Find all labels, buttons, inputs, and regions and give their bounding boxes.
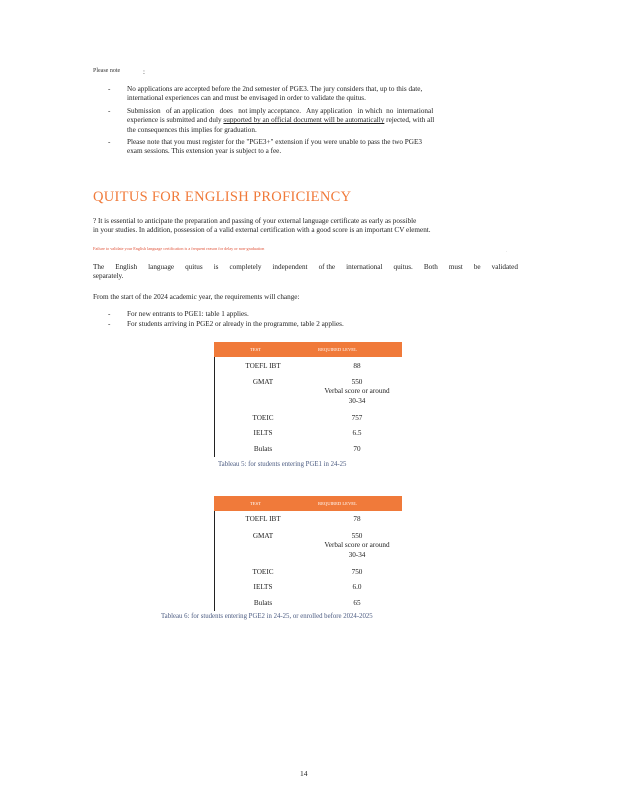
word: The: [93, 263, 105, 271]
requirements-table-1: [214, 342, 402, 457]
table-header: [214, 342, 402, 357]
list-item: [108, 85, 508, 104]
word: is: [213, 263, 219, 271]
cell-test: TOEIC: [252, 568, 274, 576]
bullet-text-line: Submission of an application does not imply acceptance. Any application in which no international: [127, 106, 434, 115]
word: be: [473, 263, 481, 271]
header-test: TEST: [250, 501, 261, 506]
section-title: QUITUS FOR ENGLISH PROFICIENCY: [93, 189, 352, 205]
cell-test: GMAT: [252, 532, 274, 540]
cell-level: 88: [353, 362, 361, 370]
change-intro: From the start of the 2024 academic year, the requirements will change:: [93, 293, 300, 301]
table-bullet-list: [108, 310, 508, 333]
word: independent: [272, 263, 308, 271]
bullet-text-line: Please note that you must register for the "PGE3+" extension if you were unable to pass the two PGE3: [127, 138, 422, 147]
word: validated: [491, 263, 518, 271]
please-note-colon: :: [143, 68, 145, 76]
cell-test: TOEIC: [252, 414, 274, 422]
header-test: TEST: [250, 347, 261, 352]
cell-test: TOEFL IBT: [245, 362, 281, 370]
cell-test: IELTS: [253, 583, 273, 591]
bullet-dash: -: [108, 138, 111, 147]
page-number: 14: [300, 769, 308, 778]
table-1-caption: Tableau 5: for students entering PGE1 in 24-25: [218, 461, 347, 468]
bullet-text-line: the consequences this implies for graduation.: [127, 125, 257, 134]
intro-line: in your studies. In addition, possession of a valid external certification with a good score is an important CV element.: [93, 226, 431, 235]
word: English: [115, 263, 138, 271]
bullet-text-line: experience is submitted and duly supported by an official document will be automatically rejected, with all: [127, 116, 435, 125]
cell-level: 6.0: [352, 583, 362, 591]
cell-level: 70: [353, 445, 361, 453]
cell-level: 65: [353, 599, 361, 607]
bullet-text-line: exam sessions. This extension year is subject to a fee.: [127, 147, 282, 156]
header-required-level: REQUIRED LEVEL: [318, 347, 357, 352]
bullet-text-line: No applications are accepted before the 2nd semester of PGE3. The jury considers that, up to this date,: [127, 85, 423, 93]
table-body: [214, 511, 402, 611]
cell-level: 78: [353, 515, 361, 523]
list-item: [108, 138, 508, 157]
cell-test: Bulats: [253, 599, 273, 607]
justified-line: [93, 263, 518, 272]
bullet-dash: -: [108, 310, 111, 318]
cell-test: IELTS: [253, 429, 273, 437]
bullet-text-line: For students arriving in PGE2 or already in the programme, table 2 applies.: [127, 320, 344, 329]
cell-level: 6.5: [352, 429, 362, 437]
bullet-text-line: For new entrants to PGE1: table 1 applies.: [127, 310, 249, 318]
level-line: 550: [351, 378, 363, 386]
cell-level: [311, 532, 403, 560]
paragraph-line: separately.: [93, 272, 124, 281]
word: Both: [423, 263, 438, 271]
word: quitus: [185, 263, 203, 271]
list-item: [108, 107, 508, 135]
requirements-table-2: [214, 496, 402, 611]
level-line: 550: [351, 532, 363, 540]
table-body: [214, 357, 402, 457]
table-2-caption: Tableau 6: for students entering PGE2 in 24-25, or enrolled before 2024-2025: [161, 613, 373, 620]
word: must: [448, 263, 463, 271]
independent-paragraph: [93, 263, 518, 282]
list-item: [108, 310, 508, 319]
word: international: [346, 263, 383, 271]
cell-test: GMAT: [252, 378, 274, 386]
please-note-label: Please note: [93, 68, 121, 74]
red-note-dot: .: [506, 248, 507, 253]
level-line: Verbal score or around: [324, 387, 390, 396]
cell-level: 757: [351, 414, 363, 422]
word: completely: [229, 263, 262, 271]
bullet-dash: -: [108, 85, 111, 93]
intro-paragraph: [93, 217, 518, 236]
cell-test: TOEFL IBT: [245, 515, 281, 523]
bullet-dash: -: [108, 106, 111, 115]
list-item: [108, 320, 508, 329]
cell-level: 750: [351, 568, 363, 576]
notes-bullet-list: [108, 85, 508, 160]
red-warning-note: Failure to validate your English language certification is a frequent reason for delay or non-graduation: [93, 246, 265, 251]
level-line: 30-34: [348, 396, 366, 405]
bullet-text-line: international experiences can and must be envisaged in order to validate the quitus.: [127, 94, 366, 103]
level-line: Verbal score or around: [324, 541, 390, 550]
word: language: [148, 263, 175, 271]
intro-line: ? It is essential to anticipate the preparation and passing of your external language certificate as early as possible: [93, 217, 417, 225]
header-required-level: REQUIRED LEVEL: [318, 501, 357, 506]
table-header: [214, 496, 402, 511]
level-line: 30-34: [348, 550, 366, 559]
bullet-dash: -: [108, 320, 111, 329]
word: quitus.: [393, 263, 413, 271]
cell-level: [311, 378, 403, 406]
word: of the: [318, 263, 336, 271]
cell-test: Bulats: [253, 445, 273, 453]
